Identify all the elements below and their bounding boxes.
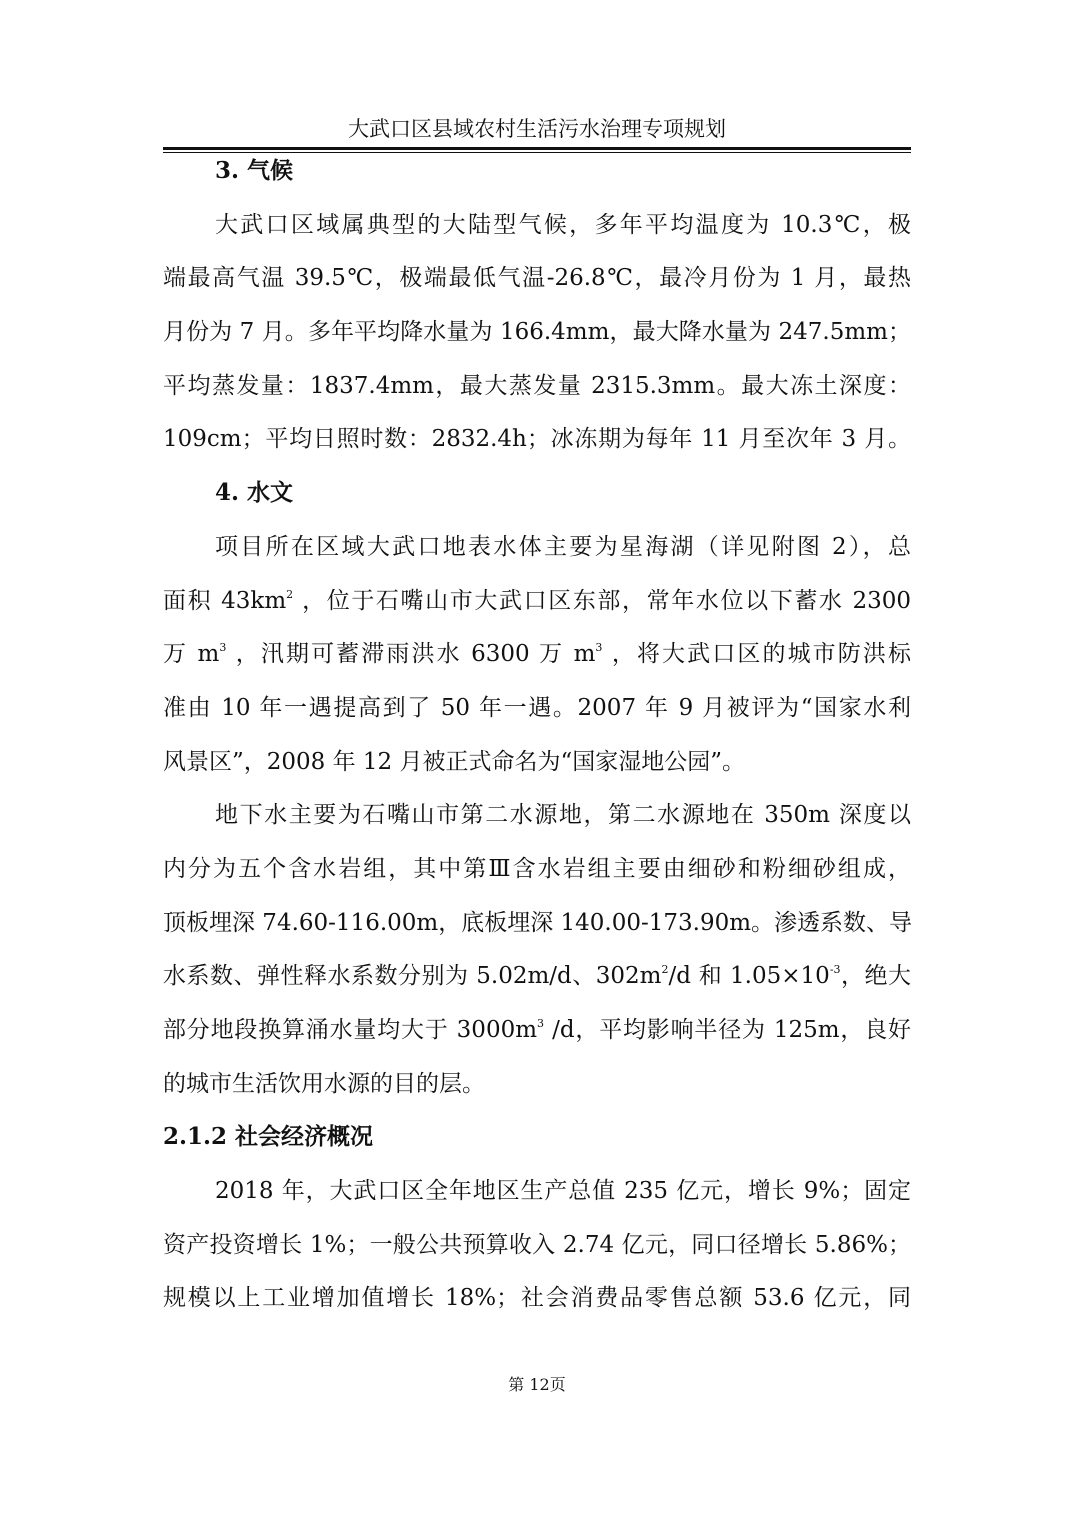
hydrology-line: 风景区”，2008 年 12 月被正式命名为“国家湿地公园”。 bbox=[163, 748, 746, 775]
page-number: 第 12页 bbox=[508, 1375, 566, 1394]
text-run: 部分地段换算涌水量均大于 3000m bbox=[163, 1017, 538, 1043]
hydrology-line: 项目所在区域大武口地表水体主要为星海湖（详见附图 2），总 bbox=[215, 533, 911, 560]
text-run: ，位于石嘴山市大武口区东部，常年水位以下蓄水 2300 bbox=[293, 587, 912, 614]
groundwater-line bbox=[163, 957, 911, 1011]
hydrology-heading: 4. 水文 bbox=[215, 479, 294, 507]
economy-heading: 2.1.2 社会经济概况 bbox=[163, 1123, 374, 1151]
hydrology-line: 准由 10 年一遇提高到了 50 年一遇。2007 年 9 月被评为“国家水利 bbox=[163, 694, 911, 721]
text-run: /d，平均影响半径为 125m，良好 bbox=[544, 1017, 911, 1043]
superscript: 3 bbox=[537, 1017, 545, 1030]
climate-line: 月份为 7 月。多年平均降水量为 166.4mm，最大降水量为 247.5mm； bbox=[163, 319, 911, 346]
groundwater-line: 的城市生活饮用水源的目的层。 bbox=[163, 1070, 485, 1097]
groundwater-line bbox=[163, 1011, 911, 1065]
economy-line: 2018 年，大武口区全年地区生产总值 235 亿元，增长 9%；固定 bbox=[215, 1178, 911, 1205]
text-run: 万 m bbox=[163, 641, 220, 668]
text-run: ，绝大 bbox=[840, 963, 912, 990]
running-header-title: 大武口区县域农村生活污水治理专项规划 bbox=[348, 117, 726, 141]
text-run: ，汛期可蓄滞雨洪水 6300 万 m bbox=[226, 641, 596, 668]
climate-line: 端最高气温 39.5℃，极端最低气温-26.8℃，最冷月份为 1 月，最热 bbox=[163, 265, 911, 292]
superscript: -3 bbox=[829, 963, 841, 977]
superscript: 3 bbox=[595, 641, 603, 655]
text-run: 水系数、弹性释水系数分别为 5.02m/d、302m bbox=[163, 963, 662, 990]
climate-heading: 3. 气候 bbox=[215, 157, 294, 184]
economy-line: 资产投资增长 1%；一般公共预算收入 2.74 亿元，同口径增长 5.86%； bbox=[163, 1231, 911, 1258]
climate-line: 大武口区域属典型的大陆型气候，多年平均温度为 10.3℃，极 bbox=[215, 211, 911, 238]
header-rule-thick bbox=[163, 147, 911, 150]
superscript: 3 bbox=[219, 641, 227, 655]
hydrology-line bbox=[163, 582, 911, 636]
text-run: ，将大武口区的城市防洪标 bbox=[602, 641, 912, 668]
climate-line: 平均蒸发量：1837.4mm，最大蒸发量 2315.3mm。最大冻土深度： bbox=[163, 372, 911, 399]
groundwater-line: 地下水主要为石嘴山市第二水源地，第二水源地在 350m 深度以 bbox=[215, 802, 911, 829]
superscript: 2 bbox=[286, 587, 294, 601]
superscript: 2 bbox=[661, 963, 669, 977]
text-run: 面积 43km bbox=[163, 587, 287, 614]
page-body bbox=[163, 152, 911, 1333]
groundwater-line: 顶板埋深 74.60-116.00m，底板埋深 140.00-173.90m。渗透系数、导 bbox=[163, 909, 913, 936]
groundwater-line: 内分为五个含水岩组，其中第Ⅲ含水岩组主要由细砂和粉细砂组成， bbox=[163, 855, 911, 882]
hydrology-line bbox=[163, 635, 911, 689]
climate-line: 109cm；平均日照时数：2832.4h；冰冻期为每年 11 月至次年 3 月。 bbox=[163, 426, 911, 453]
text-run: /d 和 1.05×10 bbox=[668, 963, 830, 990]
economy-line: 规模以上工业增加值增长 18%；社会消费品零售总额 53.6 亿元，同 bbox=[163, 1285, 911, 1312]
